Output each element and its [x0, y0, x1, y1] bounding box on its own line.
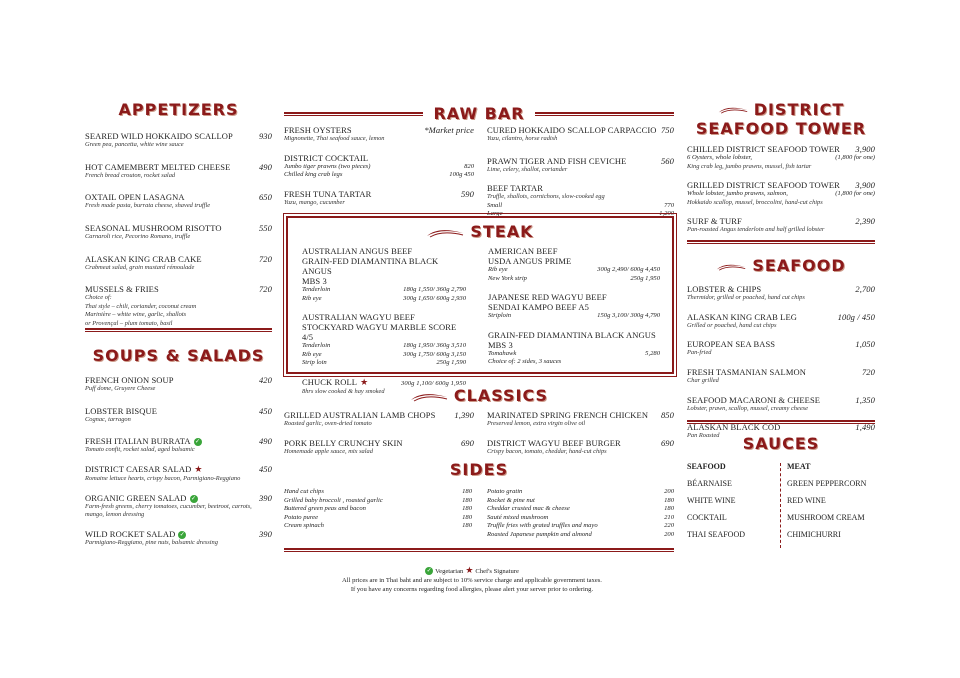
- sauces-section: [687, 434, 875, 548]
- sauces-right: [781, 463, 866, 548]
- rawbar-left: [284, 125, 474, 216]
- swoosh-icon: [426, 228, 464, 238]
- chef-signature-star-icon: ★: [194, 463, 203, 474]
- list-item: DISTRICT CAESAR SALAD ★ 450 Romaine lettuce hearts, crispy bacon, Parmigiano-Reggiano: [85, 463, 272, 482]
- sauce-item: BÉARNAISE: [687, 479, 732, 488]
- steak-left: [302, 246, 466, 405]
- tower-title-line2: SEAFOOD TOWER: [695, 119, 867, 138]
- swoosh-icon: [716, 262, 746, 272]
- list-item: AUSTRALIAN WAGYU BEEF STOCKYARD WAGYU MARBLE SCORE 4/5 Tenderloin 180g 1,950/ 360g 3,510 Rib eye 300g 1,750/ 600g 3,150 Strip loin 250g 1,590: [302, 312, 466, 367]
- list-item: ALASKAN KING CRAB LEG 100g / 450 Grilled or poached, hand cut chips: [687, 311, 875, 329]
- tower-title-line1: DISTRICT: [753, 100, 845, 119]
- appetizers-title: APPETIZERS: [118, 100, 239, 119]
- classics-right: [487, 410, 674, 465]
- list-item: LOBSTER & CHIPS 2,700 Thermidor, grilled or poached, hand cut chips: [687, 284, 875, 301]
- swoosh-icon: [410, 392, 448, 402]
- list-item: AMERICAN BEEF USDA ANGUS PRIME Rib eye 300g 2,490/ 600g 4,450 New York strip 250g 1,950: [488, 246, 660, 282]
- steak-box: [286, 216, 674, 395]
- list-item: DISTRICT WAGYU BEEF BURGER 690 Crispy bacon, tomato, cheddar, hand-cut chips: [487, 437, 674, 455]
- list-item: SEASONAL MUSHROOM RISOTTO 550 Carnaroli rice, Pecorino Romano, truffle: [85, 222, 272, 240]
- list-item: CHILLED DISTRICT SEAFOOD TOWER 3,900 6 Oysters, whole lobster, (1,800 for one) King crab leg, jumbo prawns, mussel, fish tartar: [687, 144, 875, 170]
- sauces-list: [687, 463, 875, 548]
- list-item: HOT CAMEMBERT MELTED CHEESE 490 French bread crouton, rocket salad: [85, 161, 272, 179]
- list-item: FRESH TASMANIAN SALMON 720 Char grilled: [687, 366, 875, 384]
- sauce-category: SEAFOOD: [687, 462, 726, 471]
- list-item: GRILLED AUSTRALIAN LAMB CHOPS 1,390 Roasted garlic, oven-dried tomato: [284, 410, 474, 427]
- legend: ✓ Vegetarian ★ Chef's Signature: [426, 565, 519, 575]
- list-item: SEAFOOD MACARONI & CHEESE 1,350 Lobster, prawn, scallop, mussel, creamy cheese: [687, 394, 875, 412]
- list-item: CURED HOKKAIDO SCALLOP CARPACCIO 750 Yuzu, cilantro, horse radish: [487, 125, 674, 142]
- divider: [687, 420, 875, 424]
- divider: [85, 328, 272, 332]
- sauce-item: COCKTAIL: [687, 513, 727, 522]
- list-item: PORK BELLY CRUNCHY SKIN 690 Homemade apple sauce, mix salad: [284, 437, 474, 455]
- tower-header: [687, 100, 875, 119]
- list-item: FRESH TUNA TARTAR 590 Yuzu, mango, cucumber: [284, 188, 474, 206]
- side-item: Grilled baby broccoli , roasted garlic 180: [284, 496, 472, 504]
- sauce-item: CHIMICHURRI: [787, 530, 841, 539]
- side-item: Truffle fries with grated truffles and mayo 220: [487, 522, 674, 530]
- list-item: DISTRICT COCKTAIL Jumbo tiger prawns (two pieces) 820 Chilled king crab legs 100g 450: [284, 152, 474, 179]
- side-item: Cheddar crusted mac & cheese 180: [487, 505, 674, 513]
- sauce-item: WHITE WINE: [687, 496, 736, 505]
- side-item: Sauté mixed mushroom 210: [487, 513, 674, 521]
- list-item: PRAWN TIGER AND FISH CEVICHE 560 Lime, celery, shallot, coriander: [487, 155, 674, 173]
- vegetarian-icon: ✓: [190, 495, 197, 502]
- list-item: GRILLED DISTRICT SEAFOOD TOWER 3,900 Whole lobster, jumbo prawns, salmon, (1,800 for one) Hokkaido scallop, mussel, broccolini, hand-cut chips: [687, 180, 875, 206]
- steak-right: [488, 246, 660, 376]
- steak-header: [288, 222, 672, 242]
- tower-section: [687, 100, 875, 244]
- list-item: SEARED WILD HOKKAIDO SCALLOP 930 Green pea, pancetta, white wine sauce: [85, 131, 272, 148]
- sauce-item: THAI SEAFOOD: [687, 530, 745, 539]
- side-item: Cream spinach 180: [284, 522, 472, 530]
- list-item: MUSSELS & FRIES 720 Choice of: Thai style – chili, coriander, coconut cream Marinière – white wine, garlic, shallots or Provençal – plum tomato, basil: [85, 284, 272, 328]
- swoosh-icon: [718, 105, 748, 115]
- list-item: GRAIN-FED DIAMANTINA BLACK ANGUS MBS 3 Tomahawk 5,280 Choice of: 2 sides, 3 sauces: [488, 329, 660, 366]
- seafood-title: SEAFOOD: [752, 256, 846, 275]
- chef-signature-star-icon: ★: [360, 376, 369, 387]
- soups-title: SOUPS & SALADS: [92, 346, 265, 365]
- seafood-header: [687, 256, 875, 276]
- rawbar-right: [487, 125, 674, 228]
- footer-note-prices: All prices are in Thai baht and are subject to 10% service charge and applicable government taxes.: [342, 576, 602, 584]
- sauce-item: MUSHROOM CREAM: [787, 513, 865, 522]
- list-item: ALASKAN KING CRAB CAKE 720 Crabmeat salad, grain mustard rémoulade: [85, 253, 272, 271]
- list-item: FRESH OYSTERS *Market price Mignonette, Thai seafood sauce, lemon: [284, 125, 474, 142]
- side-item: Rocket & pine nut 180: [487, 496, 674, 504]
- vegetarian-icon: ✓: [426, 568, 432, 575]
- divider: [284, 112, 423, 116]
- vegetarian-icon: ✓: [195, 439, 201, 446]
- list-item: AUSTRALIAN ANGUS BEEF GRAIN-FED DIAMANTINA BLACK ANGUS MBS 3 Tenderloin 180g 1,550/ 360g 2,790 Rib eye 300g 1,650/ 600g 2,930: [302, 246, 466, 302]
- side-item: Potato puree 180: [284, 513, 472, 521]
- sauce-category: MEAT: [787, 462, 811, 471]
- sauce-item: GREEN PEPPERCORN: [787, 479, 867, 488]
- divider: [687, 240, 875, 244]
- list-item: FRESH ITALIAN BURRATA ✓ 490 Tomato confit, rocket salad, aged balsamic: [85, 436, 272, 454]
- footer-note-allergies: If you have any concerns regarding food allergies, please alert your server prior to ordering.: [350, 585, 594, 593]
- classics-header: [284, 386, 674, 406]
- list-item: BEEF TARTAR Truffle, shallots, cornichons, slow-cooked egg Small 770 Large 1,200: [487, 183, 674, 218]
- side-item: Roasted Japanese pumpkin and almond 200: [487, 530, 674, 538]
- list-item: FRENCH ONION SOUP 420 Puff dome, Gruyere Cheese: [85, 375, 272, 392]
- soups-section: [85, 346, 272, 557]
- list-item: EUROPEAN SEA BASS 1,050 Pan-fried: [687, 339, 875, 357]
- rawbar-title: RAW BAR: [433, 104, 525, 123]
- footer: [284, 564, 660, 595]
- chef-signature-star-icon: ★: [465, 565, 474, 575]
- sauces-left: [687, 463, 781, 548]
- side-item: Potato gratin 200: [487, 488, 674, 495]
- list-item: SURF & TURF 2,390 Pan-roasted Angus tenderloin and half grilled lobster: [687, 216, 875, 234]
- side-item: Hand cut chips 180: [284, 488, 472, 495]
- list-item: WILD ROCKET SALAD ✓ 390 Parmigiano-Reggiano, pine nuts, balsamic dressing: [85, 528, 272, 546]
- sauce-item: RED WINE: [787, 496, 826, 505]
- appetizers-section: [85, 100, 272, 338]
- vegetarian-icon: ✓: [179, 531, 185, 538]
- steak-title: STEAK: [470, 222, 534, 241]
- list-item: OXTAIL OPEN LASAGNA 650 Fresh made pasta, burrata cheese, shaved truffle: [85, 192, 272, 210]
- list-item: CHUCK ROLL ★ 300g 1,100/ 600g 1,950 8hrs slow cooked & hay smoked: [302, 376, 466, 395]
- list-item: MARINATED SPRING FRENCH CHICKEN 850 Preserved lemon, extra virgin olive oil: [487, 410, 674, 427]
- list-item: JAPANESE RED WAGYU BEEF SENDAI KAMPO BEEF A5 Striploin 150g 3,100/ 300g 4,790: [488, 292, 660, 320]
- classics-title: CLASSICS: [453, 386, 549, 405]
- classics-left: [284, 410, 474, 465]
- list-item: ORGANIC GREEN SALAD ✓ 390 Farm-fresh greens, cherry tomatoes, cucumber, beetroot, carrots, mango, lemon dressing: [85, 492, 272, 519]
- sides-right: [487, 488, 674, 539]
- rawbar-header: [284, 104, 674, 123]
- list-item: LOBSTER BISQUE 450 Cognac, tarragon: [85, 405, 272, 423]
- side-item: Buttered green peas and bacon 180: [284, 505, 472, 513]
- sides-left: [284, 488, 472, 531]
- divider: [535, 112, 674, 116]
- sides-title: SIDES: [449, 460, 509, 479]
- divider: [284, 548, 674, 552]
- list-item: ALASKAN BLACK COD 1,490 Pan Roasted: [687, 422, 875, 440]
- sauces-title: SAUCES: [742, 434, 820, 453]
